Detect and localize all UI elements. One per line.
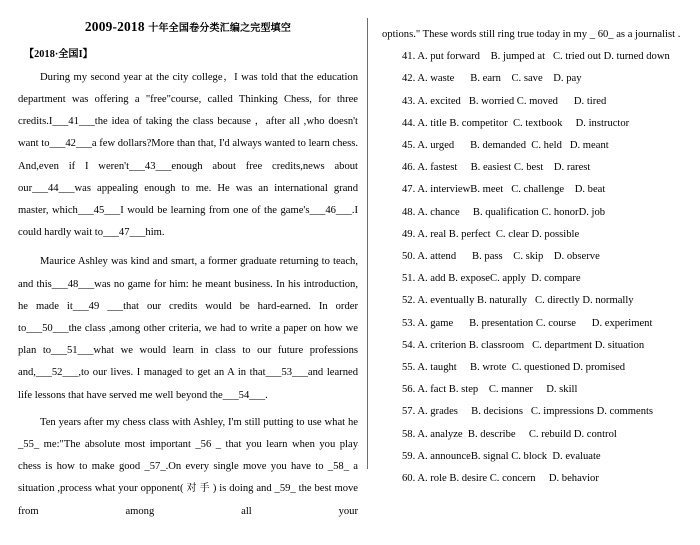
option-choice[interactable]: A. put forward	[417, 51, 480, 63]
cjk-text: 十年全国卷分类汇编之完型填空	[148, 23, 292, 34]
option-choice[interactable]: D. pay	[553, 73, 582, 85]
option-choice[interactable]: C. questioned	[511, 362, 571, 374]
question-number: 56.	[402, 384, 418, 396]
option-gap	[516, 429, 529, 440]
question-number: 47.	[402, 184, 418, 196]
option-choice[interactable]: C. honor	[541, 206, 579, 218]
option-gap	[503, 251, 514, 262]
question-number: 55.	[402, 362, 418, 374]
question-options	[417, 73, 581, 84]
question-item	[382, 401, 688, 423]
question-number: 53.	[402, 317, 418, 329]
question-number: 60.	[402, 473, 418, 485]
question-number: 46.	[402, 162, 418, 174]
option-gap	[480, 51, 491, 62]
option-choice[interactable]: B. naturally	[477, 295, 528, 307]
question-item	[382, 446, 688, 468]
option-choice[interactable]: B. presentation	[469, 317, 534, 329]
option-choice[interactable]: B. describe	[467, 428, 516, 440]
question-options	[417, 429, 617, 440]
option-gap	[454, 73, 470, 84]
question-item	[382, 379, 688, 401]
passage-paragraph-2: Maurice Ashley was kind and smart, a former graduate returning to teach, and this___48___was no game for him: he meant business. In his introduction, he made it___49 ___that our credits would be hard-earned. In order to___50___the class ,among other criteria, we had to write a paper on how we plan to___51___what we would learn in class to our future professions and,___52___,to our lives. I managed to get an A in that___53___and learned life lessons that have served me well beyond the___54___.	[18, 256, 358, 401]
option-gap	[524, 340, 532, 351]
option-choice[interactable]: B. worried	[468, 95, 515, 107]
question-number: 48.	[402, 206, 418, 218]
option-choice[interactable]: D. behavior	[548, 473, 599, 485]
option-choice[interactable]: D. promised	[572, 362, 626, 374]
option-gap	[458, 406, 471, 417]
option-gap	[501, 73, 512, 84]
question-item	[382, 357, 688, 379]
question-options	[417, 340, 644, 351]
option-choice[interactable]: B. pass	[472, 251, 503, 263]
option-choice[interactable]: B. meet	[470, 184, 504, 196]
option-choice[interactable]: A. game	[417, 317, 454, 329]
question-number: 49.	[402, 228, 418, 240]
question-number: 57.	[402, 406, 418, 418]
option-choice[interactable]: D. experiment	[591, 317, 653, 329]
question-options	[417, 295, 633, 306]
question-number: 41.	[402, 51, 418, 63]
question-options	[417, 207, 605, 218]
option-choice[interactable]: A. analyze	[417, 428, 463, 440]
option-choice[interactable]: D. meant	[569, 140, 609, 152]
question-options	[417, 51, 669, 62]
cjk-text: 手	[199, 483, 210, 495]
option-gap	[460, 207, 473, 218]
cjk-text: 对	[186, 483, 197, 495]
cjk-text: 【	[24, 48, 35, 60]
question-number: 51.	[402, 273, 418, 285]
question-number: 43.	[402, 95, 418, 107]
passage-paragraph-3: Ten years after my chess class with Ashley, I'm still putting to use what he _55_ me:"The absolute most important _56 _ that you learn when you play chess is how to make good _57_.On every single move you have to _58_ a situation ,process what your opponent( 对 手 ) is doing and _59_ the best move from among all your	[18, 416, 359, 517]
question-options	[417, 118, 629, 129]
left-column	[18, 0, 359, 517]
question-options	[417, 406, 653, 417]
option-choice[interactable]: C. textbook	[512, 117, 563, 129]
question-options	[417, 451, 600, 462]
question-number: 50.	[402, 251, 418, 263]
question-item	[382, 46, 688, 68]
option-choice[interactable]: A. waste	[417, 73, 455, 85]
option-choice[interactable]: B. easiest	[470, 162, 512, 174]
cjk-text: 全国	[58, 48, 79, 60]
question-list	[382, 46, 688, 490]
option-choice[interactable]: A. chance	[417, 206, 460, 218]
option-choice[interactable]: C. directly	[535, 295, 580, 307]
option-gap	[543, 162, 554, 173]
option-choice[interactable]: D. observe	[553, 251, 600, 263]
option-choice[interactable]: D. comments	[596, 406, 654, 418]
question-item	[382, 468, 688, 490]
option-choice[interactable]: B. decisions	[471, 406, 523, 418]
option-choice[interactable]: C. course	[535, 317, 576, 329]
cjk-text: 】	[82, 48, 93, 60]
option-choice[interactable]: C. held	[531, 140, 562, 152]
question-item	[382, 224, 688, 246]
option-choice[interactable]: D. control	[573, 428, 617, 440]
option-choice[interactable]: D. compare	[531, 273, 581, 285]
option-gap	[454, 140, 470, 151]
page-title: 2009-2018 十年全国卷分类汇编之完型填空	[84, 19, 292, 34]
option-choice[interactable]: D. instructor	[575, 117, 630, 129]
option-choice[interactable]: C. manner	[488, 384, 533, 396]
question-options	[417, 473, 599, 484]
option-choice[interactable]: A. attend	[417, 251, 457, 263]
option-choice[interactable]: A. urged	[417, 140, 455, 152]
option-choice[interactable]: B. expose	[448, 273, 490, 285]
question-item	[382, 68, 688, 90]
option-choice[interactable]: D. situation	[594, 339, 645, 351]
option-choice[interactable]: C. impressions	[530, 406, 594, 418]
option-choice[interactable]: B. wrote	[470, 362, 507, 374]
cjk-text: ，	[222, 71, 235, 83]
question-item	[382, 113, 688, 135]
option-choice[interactable]: C. best	[513, 162, 544, 174]
option-choice[interactable]: A. eventually	[417, 295, 475, 307]
question-item	[382, 179, 688, 201]
question-number: 58.	[402, 428, 418, 440]
source-tag: 【2018·全国I】	[24, 48, 93, 60]
question-options	[417, 384, 577, 395]
option-gap	[536, 473, 549, 484]
option-choice[interactable]: A. title	[417, 117, 447, 129]
option-choice[interactable]: A. real	[417, 228, 447, 240]
cjk-text: ，	[254, 116, 266, 128]
option-choice[interactable]: D. normally	[582, 295, 634, 307]
option-gap	[503, 184, 511, 195]
option-gap	[558, 96, 574, 107]
option-choice[interactable]: D. skill	[546, 384, 578, 396]
option-choice[interactable]: D. tired	[573, 95, 607, 107]
option-choice[interactable]: C. save	[511, 73, 543, 85]
passage-continuation: options." These words still ring true today in my _ 60_ as a journalist .	[382, 29, 681, 40]
question-options	[417, 96, 606, 107]
column-divider	[367, 18, 368, 469]
option-gap	[457, 162, 470, 173]
option-gap	[562, 118, 575, 129]
option-gap	[576, 318, 592, 329]
option-choice[interactable]: B. jumped at	[490, 51, 546, 63]
question-item	[382, 135, 688, 157]
option-gap	[533, 384, 546, 395]
option-choice[interactable]: B. earn	[470, 73, 501, 85]
question-number: 45.	[402, 140, 418, 152]
question-options	[417, 318, 652, 329]
option-choice[interactable]: B. competitor	[449, 117, 508, 129]
question-item	[382, 290, 688, 312]
option-choice[interactable]: C. challenge	[511, 184, 565, 196]
option-choice[interactable]: A. announce	[417, 450, 471, 462]
question-item	[382, 424, 688, 446]
option-gap	[527, 295, 535, 306]
option-choice[interactable]: C. moved	[516, 95, 558, 107]
option-choice[interactable]: B. perfect	[448, 228, 491, 240]
option-choice[interactable]: C. rebuild	[528, 428, 572, 440]
question-item	[382, 91, 688, 113]
question-options	[417, 251, 599, 262]
option-gap	[545, 51, 553, 62]
option-choice[interactable]: A. add	[417, 273, 446, 285]
option-choice[interactable]: A. taught	[417, 362, 457, 374]
option-choice[interactable]: C. tried out	[552, 51, 601, 63]
option-choice[interactable]: C. clear	[495, 228, 529, 240]
option-choice[interactable]: C. department	[532, 339, 593, 351]
right-column	[382, 0, 688, 485]
question-number: 44.	[402, 117, 418, 129]
question-number: 59.	[402, 450, 418, 462]
option-gap	[564, 184, 575, 195]
question-number: 42.	[402, 73, 418, 85]
option-gap	[562, 140, 570, 151]
option-choice[interactable]: D. possible	[531, 228, 580, 240]
option-choice[interactable]: A. fact	[417, 384, 447, 396]
option-gap	[523, 406, 531, 417]
option-choice[interactable]: D. rarest	[553, 162, 591, 174]
question-options	[417, 362, 625, 373]
option-gap	[453, 318, 469, 329]
option-choice[interactable]: B. qualification	[472, 206, 539, 218]
question-options	[417, 273, 580, 284]
option-choice[interactable]: C. skip	[513, 251, 544, 263]
option-choice[interactable]: A. role	[417, 473, 447, 485]
option-gap	[543, 251, 554, 262]
question-options	[417, 184, 605, 195]
option-choice[interactable]: C. block	[511, 450, 548, 462]
option-choice[interactable]: C. apply	[490, 273, 526, 285]
option-choice[interactable]: A. grades	[417, 406, 458, 418]
question-item	[382, 268, 688, 290]
question-options	[417, 162, 590, 173]
question-item	[382, 157, 688, 179]
question-options	[417, 229, 579, 240]
option-choice[interactable]: D. evaluate	[552, 450, 601, 462]
option-choice[interactable]: A. excited	[417, 95, 461, 107]
question-item	[382, 313, 688, 335]
question-number: 52.	[402, 295, 418, 307]
question-item	[382, 335, 688, 357]
option-choice[interactable]: A. fastest	[417, 162, 458, 174]
option-choice[interactable]: B. classroom	[468, 339, 525, 351]
option-choice[interactable]: D. job	[578, 206, 606, 218]
option-choice[interactable]: C. concern	[489, 473, 536, 485]
option-choice[interactable]: B. demanded	[470, 140, 526, 152]
question-item	[382, 246, 688, 268]
question-options	[417, 140, 608, 151]
option-choice[interactable]: A. criterion	[417, 339, 467, 351]
option-choice[interactable]: B. desire	[449, 473, 488, 485]
option-gap	[456, 251, 472, 262]
option-gap	[543, 73, 554, 84]
option-choice[interactable]: B. step	[448, 384, 479, 396]
option-choice[interactable]: A. interview	[417, 184, 471, 196]
option-gap	[457, 362, 470, 373]
question-item	[382, 202, 688, 224]
question-number: 54.	[402, 339, 418, 351]
option-choice[interactable]: B. signal	[470, 450, 509, 462]
option-choice[interactable]: D. turned down	[603, 51, 670, 63]
option-gap	[478, 384, 489, 395]
option-choice[interactable]: D. beat	[574, 184, 606, 196]
option-gap	[461, 96, 469, 107]
passage-paragraph-1: During my second year at the city college，I was told that the education department was offering a "free"course, called Thinking Chess, for three credits.I___41___the idea of taking the class because ，after all ,who doesn't want to___42___a few dollars?More than that, I'd always wanted to learn chess. And,even if I weren't___43___enough about free credits,news about our___44___was appealing enough to me. He was an international grand master, which___45___I would be learning from one of the game's___46___.I could hardly wait to___47___him.	[18, 71, 359, 239]
